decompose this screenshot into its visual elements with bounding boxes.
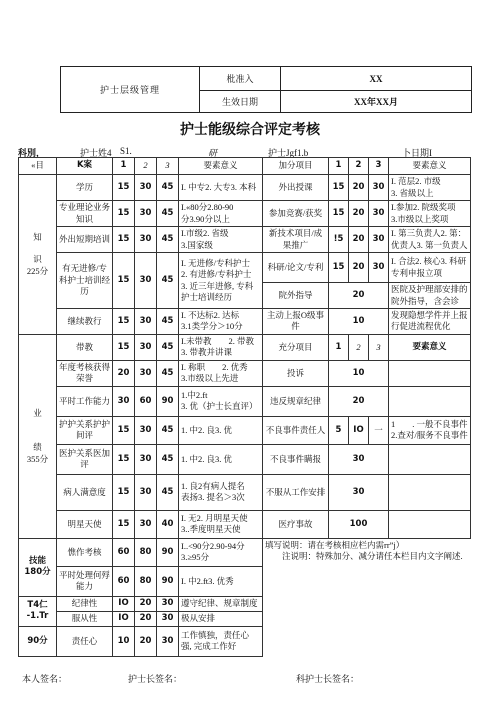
- name-label: 护士姓4: [80, 148, 112, 158]
- group-t4: T4仁 -1.Tr: [19, 596, 57, 626]
- bonus-item: 科研/论文/专利: [263, 253, 329, 283]
- meaning: I..<90分2.90-94分 3.≥95分: [179, 538, 263, 566]
- bonus-2: 20: [349, 201, 369, 227]
- bonus-item: 违反规章纪律: [263, 386, 329, 416]
- table-row: [19, 444, 471, 474]
- score-3: 30: [157, 596, 179, 611]
- score-3: 30: [157, 626, 179, 656]
- table-row: [19, 510, 471, 538]
- score-2: 30: [135, 416, 157, 444]
- meaning: I. 中专2. 大专3. 本科: [179, 175, 263, 201]
- score-3: 45: [157, 334, 179, 360]
- col-header-b3: 3: [369, 158, 389, 175]
- meaning: I. 中2.ft3. 优秀: [179, 566, 263, 596]
- yan-label: 研: [208, 148, 218, 158]
- table-row: [19, 386, 471, 416]
- bonus-score: 20: [329, 283, 389, 309]
- table-row: [19, 175, 471, 201]
- table-row: [19, 360, 471, 386]
- evaluation-table: [18, 157, 471, 657]
- item-label: 学历: [57, 175, 113, 201]
- bonus-2: 20: [349, 175, 369, 201]
- bonus-item: 主动上报O级事件: [263, 309, 329, 335]
- table-row: [19, 416, 471, 444]
- bonus-1: 15: [329, 175, 349, 201]
- score-2: 30: [135, 227, 157, 253]
- meaning: I.未带教 2. 带教 3. 带教并讲课: [179, 334, 263, 360]
- col-header-k: K案: [57, 158, 113, 175]
- score-1: 15: [113, 510, 135, 538]
- score-1: 15: [113, 309, 135, 335]
- bonus-3: 30: [369, 253, 389, 283]
- score-2: 20: [135, 611, 157, 626]
- score-3: 45: [157, 201, 179, 227]
- score-3: 45: [157, 309, 179, 335]
- bonus-1: 1: [329, 334, 349, 360]
- bonus-2: 20: [349, 253, 369, 283]
- fill-instructions: 填写说明：请在考核相应栏内需rr”j） 注说明：特殊加分、减分请任本栏目内文字阐述.: [263, 538, 471, 656]
- score-1: 60: [113, 566, 135, 596]
- s1-label: S1.: [120, 146, 132, 156]
- score-3: 90: [157, 566, 179, 596]
- date-label: 卜日期I: [402, 148, 432, 158]
- bonus-3: 30: [369, 227, 389, 253]
- group-90: 90分: [19, 626, 57, 656]
- group-business: 业 绩 355分: [19, 334, 57, 538]
- bonus-2: 20: [349, 227, 369, 253]
- table-row: [19, 253, 471, 283]
- score-1: 20: [113, 360, 135, 386]
- table-row: [19, 474, 471, 510]
- bonus-2: 2: [349, 334, 369, 360]
- group-skill: 技能 180分: [19, 538, 57, 596]
- score-1: IO: [113, 611, 135, 626]
- bonus-meaning: [389, 510, 471, 538]
- score-2: 30: [135, 201, 157, 227]
- meaning: I. 不达标2. 达标 3.1类学分＞10分: [179, 309, 263, 335]
- col-header-bonus: 加分项目: [263, 158, 329, 175]
- bonus-2: IO: [349, 416, 369, 444]
- score-3: 45: [157, 227, 179, 253]
- score-1: 30: [113, 386, 135, 416]
- score-2: 30: [135, 510, 157, 538]
- score-1: 15: [113, 334, 135, 360]
- item-label: 平时处理何殍能力: [57, 566, 113, 596]
- bonus-meaning: 医院及护理部安排的院外指导，含会诊: [389, 283, 471, 309]
- bonus-item: 不良事件责任人: [263, 416, 329, 444]
- meaning: 1.中2.ft 3. 优（护士长直评）: [179, 386, 263, 416]
- score-3: 45: [157, 416, 179, 444]
- bonus-item: 不服从工作安排: [263, 474, 329, 510]
- item-label: 护护关系护护间评: [57, 416, 113, 444]
- score-2: 30: [135, 175, 157, 201]
- bonus-score: 30: [329, 474, 389, 510]
- meaning: 极从安排: [179, 611, 263, 626]
- approve-value: XX: [281, 67, 472, 91]
- item-label: 病人满意度: [57, 474, 113, 510]
- item-label: 继续教行: [57, 309, 113, 335]
- item-label: 医护关系医加评: [57, 444, 113, 474]
- col-header-b2: 2: [349, 158, 369, 175]
- table-row: [19, 309, 471, 335]
- col-header-meaning2: 要素意义: [389, 158, 471, 175]
- meaning: 工作慎独，责任心 强, 完成工作好: [179, 626, 263, 656]
- bonus-meaning: I. 范层2. 市级 3. 省級以上: [389, 175, 471, 201]
- bonus-3: 30: [369, 201, 389, 227]
- score-2: 30: [135, 253, 157, 309]
- bonus-item: 不良事件瞒报: [263, 444, 329, 474]
- bonus-item: 充分项目: [263, 334, 329, 360]
- score-3: 30: [157, 611, 179, 626]
- item-label: 专业理论业务知识: [57, 201, 113, 227]
- meaning: 1. 中2. 良3. 优: [179, 444, 263, 474]
- score-2: 30: [135, 360, 157, 386]
- item-label: 平时工作能力: [57, 386, 113, 416]
- bonus-meaning: I.参加2. 院级奖项 3.市级以上奖项: [389, 201, 471, 227]
- bonus-3: 一: [369, 416, 389, 444]
- bonus-meaning: [389, 444, 471, 474]
- bonus-item: 外出授课: [263, 175, 329, 201]
- score-1: 15: [113, 416, 135, 444]
- bonus-item: 新技术项目/成果推广: [263, 227, 329, 253]
- score-2: 80: [135, 538, 157, 566]
- score-2: 30: [135, 474, 157, 510]
- item-label: 年度考核获得荣誉: [57, 360, 113, 386]
- col-header-item: «目: [19, 158, 57, 175]
- dept-label: 科別，: [18, 148, 46, 158]
- col-header-meaning: 要素意义: [179, 158, 263, 175]
- score-3: 45: [157, 474, 179, 510]
- bonus-score: 20: [329, 386, 389, 416]
- approve-label: 枇准入: [200, 67, 281, 91]
- header-table: [60, 66, 472, 113]
- bonus-1: 5: [329, 416, 349, 444]
- score-3: 45: [157, 175, 179, 201]
- bonus-meaning: 要素意义: [389, 334, 471, 360]
- score-1: 60: [113, 538, 135, 566]
- item-label: 服从性: [57, 611, 113, 626]
- bonus-1: !5: [329, 227, 349, 253]
- score-3: 45: [157, 360, 179, 386]
- doc-title: 护士层级管理: [61, 67, 200, 113]
- group-knowledge: 知 识 225分: [19, 175, 57, 335]
- effective-label: 生效日期: [200, 91, 281, 113]
- bonus-score: 100: [329, 510, 389, 538]
- score-2: 30: [135, 309, 157, 335]
- meaning: I.市级2. 省级 3.国家级: [179, 227, 263, 253]
- score-1: IO: [113, 596, 135, 611]
- col-header-1: 1: [113, 158, 135, 175]
- col-header-3: 3: [157, 158, 179, 175]
- score-1: 15: [113, 201, 135, 227]
- meaning: I. 无进修/专科护士 2. 有进修/专科护士 3. 近三年进修, 专科护士培训经历: [179, 253, 263, 309]
- score-1: 15: [113, 474, 135, 510]
- bonus-score: 10: [329, 360, 389, 386]
- bonus-3: 3: [369, 334, 389, 360]
- bonus-score: 10: [329, 309, 389, 335]
- meaning: I. 无2. 月明星天使 3..季度明星天使: [179, 510, 263, 538]
- table-row: [19, 227, 471, 253]
- form-title: 护士能级综合评定考核: [180, 122, 320, 138]
- col-header-2: 2: [135, 158, 157, 175]
- score-1: 15: [113, 253, 135, 309]
- item-label: 纪律性: [57, 596, 113, 611]
- bonus-score: 30: [329, 444, 389, 474]
- effective-value: XX年XX月: [281, 91, 472, 113]
- bonus-meaning: 1 . 一般不良事件 2.查对/服务不良事件: [389, 416, 471, 444]
- score-2: 80: [135, 566, 157, 596]
- bonus-3: 30: [369, 175, 389, 201]
- bonus-meaning: [389, 386, 471, 416]
- score-1: 15: [113, 444, 135, 474]
- meaning: I.«80分2.80-90 分3.90分以上: [179, 201, 263, 227]
- item-label: 带教: [57, 334, 113, 360]
- bonus-item: 院外指导: [263, 283, 329, 309]
- score-3: 90: [157, 386, 179, 416]
- meaning: I. 称职 2. 优秀 3.市级以上先进: [179, 360, 263, 386]
- bonus-meaning: I. 第三负责人2. 第：优责人3. 第一负责人: [389, 227, 471, 253]
- bonus-item: 医疗事故: [263, 510, 329, 538]
- score-1: 15: [113, 227, 135, 253]
- score-3: 45: [157, 444, 179, 474]
- item-label: 憔作考核: [57, 538, 113, 566]
- score-2: 20: [135, 626, 157, 656]
- col-header-b1: 1: [329, 158, 349, 175]
- table-row: [19, 538, 471, 566]
- score-2: 60: [135, 386, 157, 416]
- score-2: 30: [135, 444, 157, 474]
- bonus-item: 参加竞赛/获奖: [263, 201, 329, 227]
- bonus-meaning: [389, 474, 471, 510]
- score-2: 20: [135, 596, 157, 611]
- score-1: 15: [113, 175, 135, 201]
- meaning: 1. 良2有病人提名 表扬3. 提名＞3次: [179, 474, 263, 510]
- bonus-1: 15: [329, 253, 349, 283]
- meaning: 1. 中2. 良3. 优: [179, 416, 263, 444]
- item-label: 明星天使: [57, 510, 113, 538]
- meaning: 遵守纪律、规章制度: [179, 596, 263, 611]
- score-1: 10: [113, 626, 135, 656]
- head-nurse-signature-label: 护士长签名：: [128, 674, 183, 684]
- bonus-meaning: [389, 360, 471, 386]
- score-3: 45: [157, 253, 179, 309]
- self-signature-label: 本人签名：: [22, 674, 68, 684]
- bonus-1: 15: [329, 201, 349, 227]
- item-label: 外出短期培训: [57, 227, 113, 253]
- dept-nurse-signature-label: 科护士长签名：: [296, 674, 360, 684]
- score-3: 90: [157, 538, 179, 566]
- bonus-meaning: 发现隐想学件并上报行促进流程优化: [389, 309, 471, 335]
- item-label: 责任心: [57, 626, 113, 656]
- bonus-item: 投诉: [263, 360, 329, 386]
- table-row: [19, 334, 471, 360]
- bonus-meaning: I. 合法2. 核心3. 科研专利申报立项: [389, 253, 471, 283]
- table-row: [19, 201, 471, 227]
- score-3: 40: [157, 510, 179, 538]
- jgf-label: 护士Jgf1.b: [268, 148, 309, 158]
- score-2: 30: [135, 334, 157, 360]
- item-label: 有无进修/专科护士培训经历: [57, 253, 113, 309]
